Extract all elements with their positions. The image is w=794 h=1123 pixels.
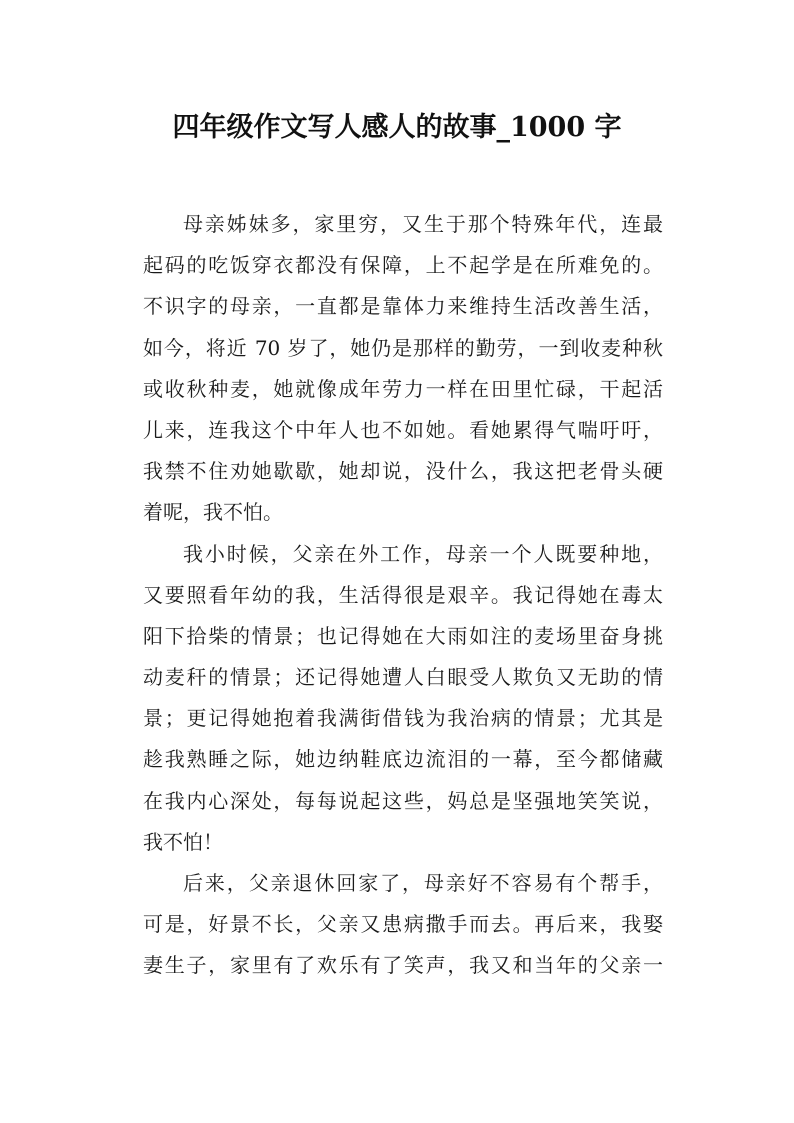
text-line: 可是，好景不长，父亲又患病撒手而去。再后来，我娶 [143,912,663,937]
paragraph-3 [143,863,663,987]
text-line: 动麦秆的情景；还记得她遭人白眼受人欺负又无助的情 [143,665,663,690]
text-line: 或收秋种麦，她就像成年劳力一样在田里忙碌，干起活 [143,376,663,401]
text-line: 着呢，我不怕。 [143,500,283,525]
text-line: 趁我熟睡之际，她边纳鞋底边流泪的一幕，至今都储藏 [143,747,663,772]
paragraph-1 [143,204,663,534]
text-line: 妻生子，家里有了欢乐有了笑声，我又和当年的父亲一 [143,953,663,978]
text-line: 阳下拾柴的情景；也记得她在大雨如注的麦场里奋身挑 [143,623,663,648]
text-line: 起码的吃饭穿衣都没有保障，上不起学是在所难免的。 [143,253,663,278]
text-line: 母亲姊妹多，家里穷，又生于那个特殊年代，连最 [183,212,663,236]
text-line: 如今，将近 70 岁了，她仍是那样的勤劳，一到收麦种秋 [143,335,663,360]
paragraph-2 [143,534,663,864]
text-line: 我小时候，父亲在外工作，母亲一个人既要种地， [183,541,663,566]
text-line: 我禁不住劝她歇歇，她却说，没什么，我这把老骨头硬 [143,459,663,484]
text-line: 景；更记得她抱着我满街借钱为我治病的情景；尤其是 [143,706,663,731]
document-body [143,204,663,987]
text-line: 后来，父亲退休回家了，母亲好不容易有个帮手， [183,871,663,895]
text-line: 又要照看年幼的我，生活得很是艰辛。我记得她在毒太 [143,582,663,607]
text-line: 在我内心深处，每每说起这些，妈总是坚强地笑笑说， [143,788,663,813]
document-title: 四年级作文写人感人的故事_1000 字 [172,112,622,143]
text-line: 不识字的母亲，一直都是靠体力来维持生活改善生活， [143,294,663,319]
text-line: 我不怕！ [143,829,223,854]
text-line: 儿来，连我这个中年人也不如她。看她累得气喘吁吁， [143,417,663,442]
